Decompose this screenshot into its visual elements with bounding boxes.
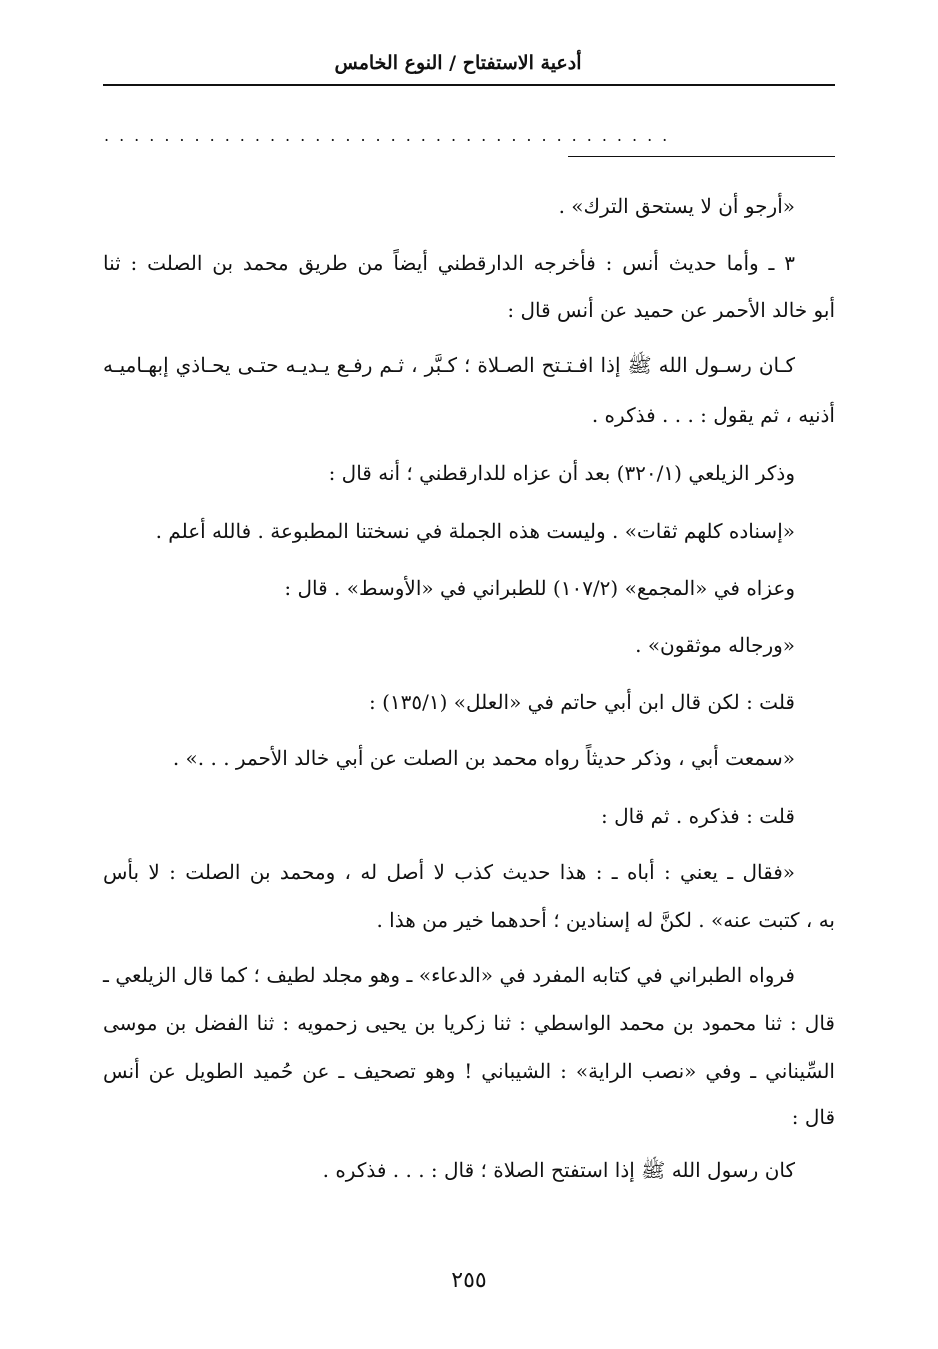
running-title: أدعية الاستفتاح / النوع الخامس xyxy=(334,52,582,74)
text-line: أبو خالد الأحمر عن حميد عن أنس قال : xyxy=(507,298,835,322)
text-line: قلت : فذكره . ثم قال : xyxy=(601,804,795,828)
dotted-separator: ...................................... xyxy=(104,126,678,145)
text-line: وعزاه في «المجمع» (١٠٧/٢) للطبراني في «الأوسط» . قال : xyxy=(284,576,795,600)
text-line: «أرجو أن لا يستحق الترك» . xyxy=(558,194,795,218)
text-line: قال : xyxy=(791,1105,835,1129)
text-line: وذكر الزيلعي (٣٢٠/١) بعد أن عزاه للدارقطني ؛ أنه قال : xyxy=(328,461,795,485)
text-line: أذنيه ، ثم يقول : . . . فذكره . xyxy=(591,403,835,427)
page-number: ٢٥٥ xyxy=(451,1268,487,1293)
text-line: كان رسول الله ﷺ إذا استفتح الصلاة ؛ قال : . . . فذكره . xyxy=(322,1158,795,1182)
text-line: السِّيناني ـ وفي «نصب الراية» : الشيباني ! وهو تصحيف ـ عن حُميد الطويل عن أنس xyxy=(103,1059,835,1083)
text-line: ٣ ـ وأما حديث أنس : فأخرجه الدارقطني أيضاً من طريق محمد بن الصلت : ثنا xyxy=(103,251,795,275)
text-line: كـان رسـول الله ﷺ إذا افـتـتح الصـلاة ؛ كـبَّر ، ثـم رفـع يـديـه حتـى يحـاذي إبهـاميـه xyxy=(103,353,795,377)
text-line: فرواه الطبراني في كتابه المفرد في «الدعاء» ـ وهو مجلد لطيف ؛ كما قال الزيلعي ـ xyxy=(103,963,795,987)
text-line: قال : ثنا محمود بن محمد الواسطي : ثنا زكريا بن يحيى زحمويه : ثنا الفضل بن موسى xyxy=(103,1011,835,1035)
header-rule xyxy=(103,84,835,86)
text-line: «إسناده كلهم ثقات» . وليست هذه الجملة في نسختنا المطبوعة . فالله أعلم . xyxy=(155,519,795,543)
footnote-rule xyxy=(568,156,835,157)
text-line: به ، كتبت عنه» . لكنَّ له إسنادين ؛ أحدهما خير من هذا . xyxy=(376,908,835,932)
text-line: «ورجاله موثقون» . xyxy=(635,633,795,657)
text-line: «فقال ـ يعني : أباه ـ : هذا حديث كذب لا أصل له ، ومحمد بن الصلت : لا بأس xyxy=(103,860,795,884)
text-line: «سمعت أبي ، وذكر حديثاً رواه محمد بن الصلت عن أبي خالد الأحمر . . .» . xyxy=(172,746,795,770)
text-line: قلت : لكن قال ابن أبي حاتم في «العلل» (١٣٥/١) : xyxy=(369,690,795,714)
